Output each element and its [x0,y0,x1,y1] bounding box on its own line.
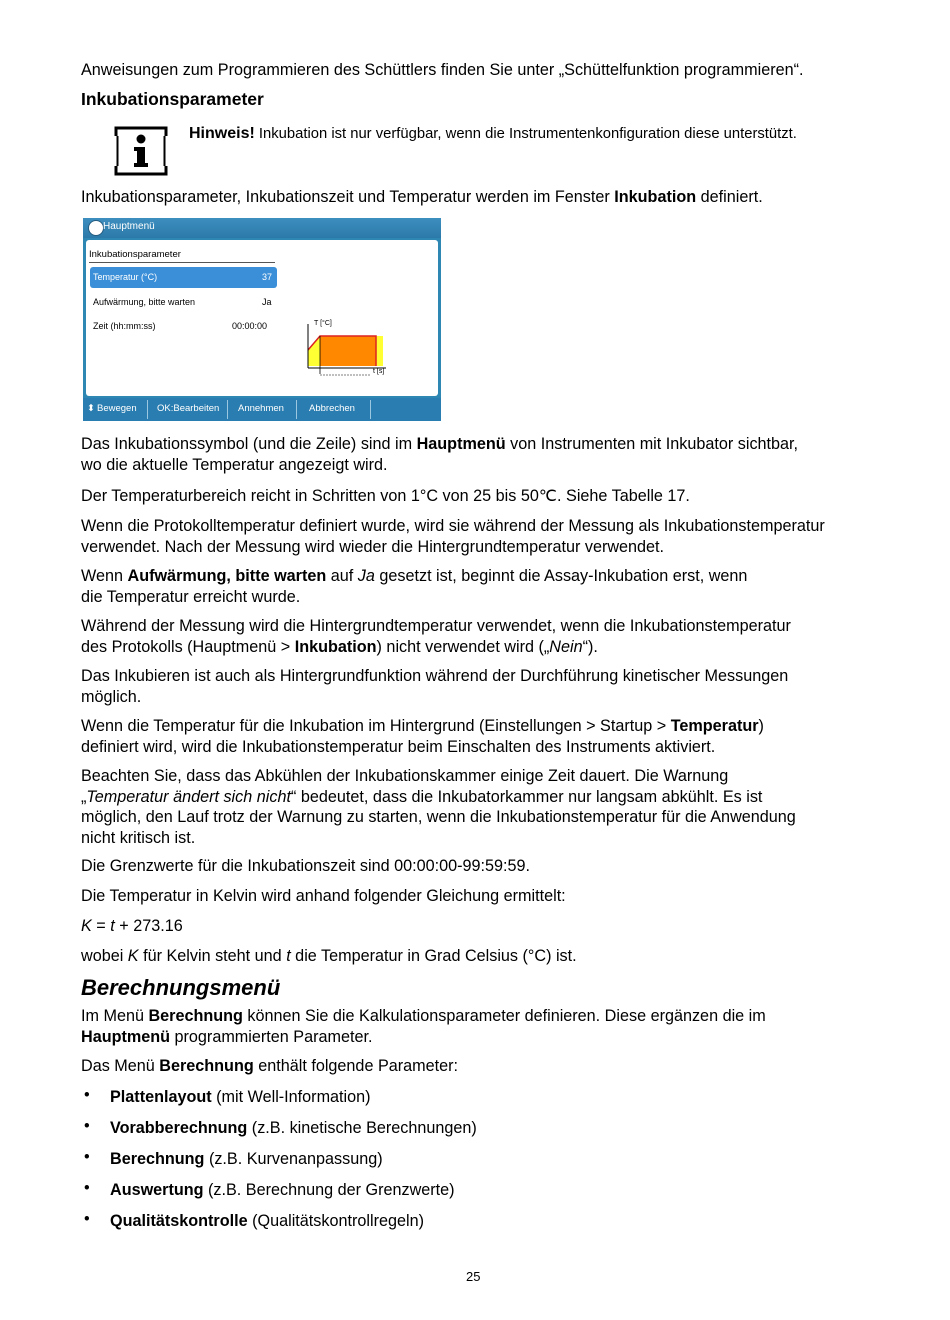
text: möglich. [81,687,142,706]
screen-content [86,240,438,396]
text: Das Menü [81,1057,160,1075]
text: definiert. [696,188,763,206]
text: wo die aktuelle Temperatur angezeigt wird. [81,455,388,474]
heading-incubation-parameters: Inkubationsparameter [81,89,264,109]
bold-text: Berechnung [148,1007,243,1025]
text: möglich, den Lauf trotz der Warnung zu starten, wenn die Inkubationstemperatur für die Anwendung [81,808,796,826]
text: Das Inkubationssymbol (und die Zeile) sind im [81,435,417,453]
text: nicht kritisch ist. [81,828,196,847]
bold-text: Plattenlayout [110,1088,212,1106]
paragraph-symbol [81,434,911,475]
bullet: • [84,1148,90,1166]
text: “ bedeutet, dass die Inkubatorkammer nur langsam abkühlt. Es ist [290,787,763,806]
paragraph-warmup [81,566,911,607]
bold-text: Hauptmenü [81,1027,171,1046]
paragraph-protocol [81,516,911,557]
bold-text: Vorabberechnung [110,1119,248,1137]
italic-text: K [127,947,139,965]
text: „ [81,787,87,806]
paragraph-background [81,666,911,707]
row-value: 37 [262,272,273,282]
italic-text: Nein [549,637,583,656]
bold-text: Berechnung [159,1057,254,1075]
incubation-screen-screenshot [83,218,441,421]
graph-y-label: T [°C] [314,320,332,327]
bold-text: Temperatur [670,717,759,735]
bold-text: Hauptmenü [416,435,506,453]
italic-text: K [81,917,92,935]
text: enthält folgende Parameter: [253,1057,459,1075]
text: ) nicht verwendet wird („ [376,637,550,656]
text: (mit Well-Information) [211,1088,371,1106]
section-title: Inkubationsparameter [89,249,181,260]
defined-paragraph [81,187,911,208]
italic-text: t [110,917,115,935]
screen-titlebar [83,218,441,238]
paragraph-cooling [81,766,911,848]
info-note-icon [114,126,168,176]
text: (Qualitätskontrollregeln) [247,1212,424,1230]
divider [227,400,228,419]
text: + 273.16 [114,917,183,935]
list-item [110,1087,371,1107]
text: von Instrumenten mit Inkubator sichtbar, [505,435,799,453]
text: die Temperatur erreicht wurde. [81,587,301,606]
text: Wenn die Temperatur für die Inkubation im Hintergrund (Einstellungen > Startup > [81,717,671,735]
bullet: • [84,1179,90,1197]
bullet: • [84,1117,90,1135]
note [189,125,797,143]
note-label: Hinweis! [189,125,255,142]
bold-text: Auswertung [110,1181,204,1199]
text: “). [582,637,598,656]
text: Das Inkubieren ist auch als Hintergrundfunktion während der Durchführung kinetischer Messungen [81,667,789,685]
page-number: 25 [466,1269,481,1284]
row-value: 00:00:00 [232,321,268,331]
bullet: • [84,1210,90,1228]
text: wobei [81,947,128,965]
text: Wenn [81,567,128,585]
heading-calculation-menu: Berechnungsmenü [81,975,281,1000]
divider [89,262,275,263]
text: des Protokolls (Hauptmenü > [81,637,295,656]
text: verwendet. Nach der Messung wird wieder die Hintergrundtemperatur verwendet. [81,537,665,556]
text: Während der Messung wird die Hintergrundtemperatur verwendet, wenn die Inkubationstemperatur [81,617,791,635]
text: = [91,917,111,935]
row-label: Aufwärmung, bitte warten [93,297,196,307]
softkey-bar [83,398,441,421]
graph-x-label: t [s] [373,368,385,375]
softkey-accept[interactable]: Annehmen [238,403,284,414]
italic-text: Ja [357,567,375,585]
equation [81,916,911,937]
divider [370,400,371,419]
text: können Sie die Kalkulationsparameter definieren. Diese ergänzen die im [242,1007,766,1025]
text: Beachten Sie, dass das Abkühlen der Inkubationskammer einige Zeit dauert. Die Warnung [81,767,729,785]
row-value: Ja [262,297,272,307]
bullet: • [84,1086,90,1104]
softkey-cancel[interactable]: Abbrechen [309,403,355,414]
text: Wenn die Protokolltemperatur definiert wurde, wird sie während der Messung als Inkubationstemperatur [81,517,825,535]
softkey-edit[interactable]: OK:Bearbeiten [157,403,220,414]
paragraph-measurement [81,616,911,657]
text: Inkubationsparameter, Inkubationszeit und Temperatur werden im Fenster [81,188,615,206]
list-item [110,1180,455,1200]
paragraph-kelvin: Die Temperatur in Kelvin wird anhand folgender Gleichung ermittelt: [81,887,566,905]
paragraph-where [81,946,911,967]
divider [296,400,297,419]
text: für Kelvin steht und [138,947,287,965]
text: (z.B. Berechnung der Grenzwerte) [203,1181,455,1199]
bold-text: Inkubation [614,188,697,206]
list-item [110,1118,477,1138]
text: Im Menü [81,1007,149,1025]
bold-text: Berechnung [110,1150,205,1168]
text: auf [326,567,358,585]
bold-text: Aufwärmung, bitte warten [127,567,327,585]
intro-paragraph: Anweisungen zum Programmieren des Schüttlers finden Sie unter „Schüttelfunktion programmieren“. [81,61,804,79]
softkey-move[interactable]: Bewegen [97,403,137,414]
text: gesetzt ist, beginnt die Assay-Inkubation erst, wenn [374,567,748,585]
row-label: Temperatur (°C) [93,272,158,282]
text: (z.B. Kurvenanpassung) [204,1150,383,1168]
italic-text: Temperatur ändert sich nicht [86,787,291,806]
text: (z.B. kinetische Berechnungen) [247,1119,477,1137]
divider [147,400,148,419]
italic-text: t [286,947,291,965]
paragraph-limits: Die Grenzwerte für die Inkubationszeit sind 00:00:00-99:59:59. [81,857,531,875]
list-item [110,1149,383,1169]
paragraph-startup [81,716,911,757]
paragraph-calc-intro [81,1006,911,1047]
bold-text: Inkubation [294,637,377,656]
paragraph-calc-contains [81,1056,911,1077]
list-item [110,1211,424,1231]
bold-text: Qualitätskontrolle [110,1212,248,1230]
gauge-icon [88,220,104,236]
note-text: Inkubation ist nur verfügbar, wenn die Instrumentenkonfiguration diese unterstützt. [258,126,797,142]
paragraph-range: Der Temperaturbereich reicht in Schritten von 1°C von 25 bis 50℃. Siehe Tabelle 17. [81,487,690,505]
row-label: Zeit (hh:mm:ss) [93,321,156,331]
text: definiert wird, wird die Inkubationstemperatur beim Einschalten des Instruments aktiviert. [81,737,716,756]
text: die Temperatur in Grad Celsius (°C) ist. [290,947,577,965]
move-arrows-icon: ⬍ [87,403,95,414]
text: programmierten Parameter. [170,1027,373,1046]
text: ) [758,717,764,735]
screen-title: Hauptmenü [103,221,155,232]
